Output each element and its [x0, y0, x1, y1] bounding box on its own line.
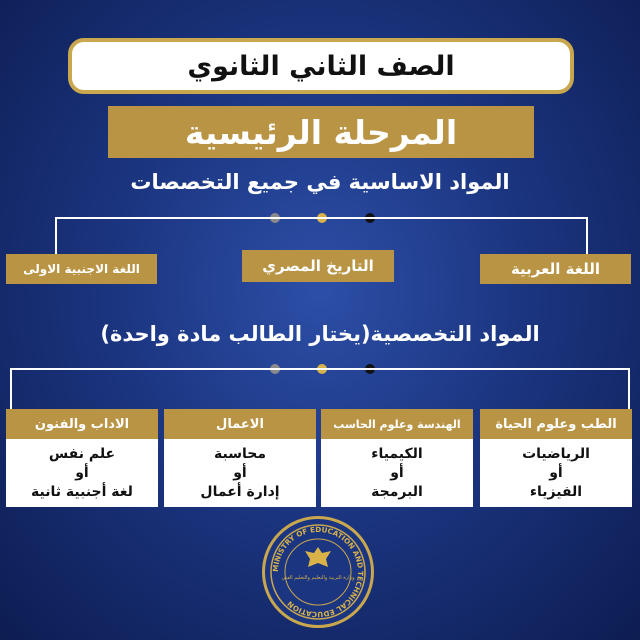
- svg-text:وزارة التربية والتعليم والتعلي: وزارة التربية والتعليم والتعليم الفني: [281, 575, 355, 581]
- option-second: لغة أجنبية ثانية: [31, 483, 133, 500]
- grade-title: الصف الثاني الثانوي: [68, 38, 574, 94]
- track-arts-options: [6, 439, 158, 507]
- track-engineering-options: [321, 439, 473, 507]
- core-connector-line: [55, 217, 588, 219]
- ministry-emblem-icon: [265, 519, 371, 625]
- option-first: الرياضيات: [522, 445, 590, 462]
- core-connector-right: [586, 217, 588, 255]
- option-connector: أو: [549, 464, 563, 481]
- subject-foreign-language: اللغة الاجنبية الاولى: [6, 254, 157, 284]
- option-first: الكيمياء: [371, 445, 423, 462]
- stage-banner: المرحلة الرئيسية: [108, 106, 534, 158]
- subject-arabic: اللغة العربية: [480, 254, 631, 284]
- option-first: علم نفس: [48, 445, 116, 462]
- svg-text:MINISTRY OF EDUCATION AND TECH: MINISTRY OF EDUCATION AND TECHNICAL EDUCATION: [270, 524, 366, 620]
- option-connector: أو: [233, 464, 247, 481]
- specialized-heading: المواد التخصصية(يختار الطالب مادة واحدة): [100, 322, 540, 346]
- track-engineering-header: الهندسة وعلوم الحاسب: [321, 409, 473, 439]
- option-second: الفيزياء: [529, 483, 583, 500]
- track-arts-header: الاداب والفنون: [6, 409, 158, 439]
- specialized-connector-left: [10, 368, 12, 410]
- option-connector: أو: [390, 464, 404, 481]
- option-second: إدارة أعمال: [200, 483, 280, 500]
- subject-history: التاريخ المصري: [242, 250, 394, 282]
- core-connector-left: [55, 217, 57, 255]
- track-medicine-header: الطب وعلوم الحياة: [480, 409, 632, 439]
- specialized-connector-line: [10, 368, 630, 370]
- track-business-options: [164, 439, 316, 507]
- track-business-header: الاعمال: [164, 409, 316, 439]
- option-second: البرمجة: [371, 483, 423, 500]
- specialized-connector-right: [628, 368, 630, 410]
- core-heading: المواد الاساسية في جميع التخصصات: [130, 170, 510, 194]
- option-connector: أو: [75, 464, 89, 481]
- option-first: محاسبة: [214, 445, 266, 462]
- track-medicine-options: [480, 439, 632, 507]
- ministry-logo: [262, 516, 374, 628]
